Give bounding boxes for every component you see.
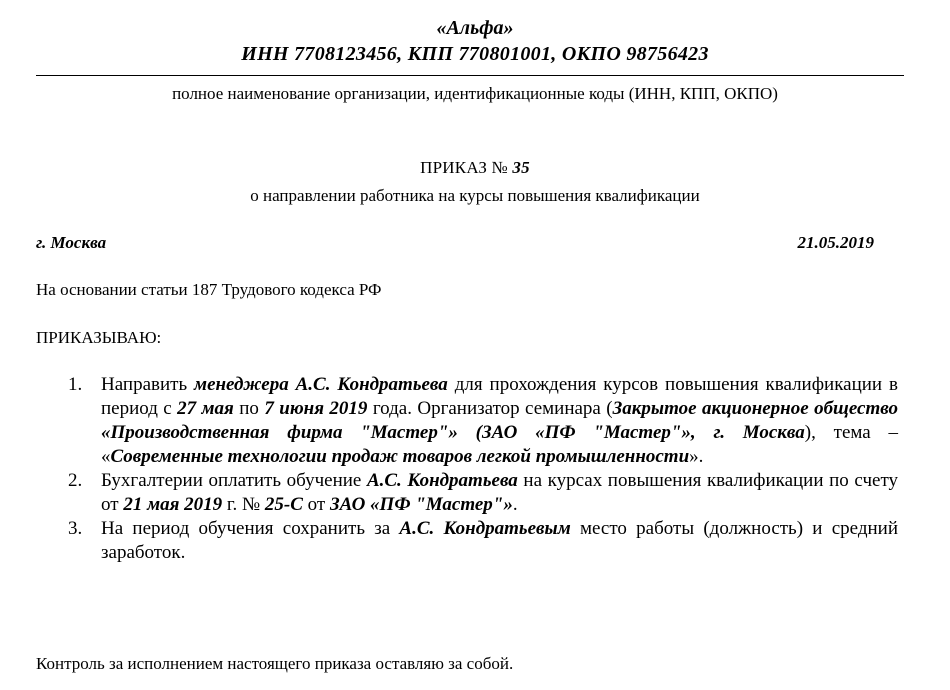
item-text: для прохождения курсов повышения квалификации в период с <box>101 374 898 419</box>
order-subject: о направлении работника на курсы повышения квалификации <box>250 186 700 205</box>
organization-name: «Альфа» <box>436 17 514 39</box>
item-emphasis: 7 июня 2019 <box>264 398 368 419</box>
item-emphasis: 25-С <box>264 494 303 515</box>
item-text: на курсах повышения квалификации по счету от <box>101 470 898 515</box>
item-text: ), тема – « <box>101 422 898 467</box>
item-emphasis: Закрытое акционерное общество «Производственная фирма "Мастер"» (ЗАО «ПФ "Мастер"», г. Москва <box>101 398 899 443</box>
item-emphasis: Современные технологии продаж товаров легкой промышленности <box>110 446 690 467</box>
item-text: г. № <box>222 494 265 515</box>
item-emphasis: 21 мая 2019 <box>123 494 223 515</box>
order-title-prefix: ПРИКАЗ № <box>420 158 513 177</box>
signature-line <box>36 75 904 76</box>
order-basis: На основании статьи 187 Трудового кодекса РФ <box>36 280 382 299</box>
order-item-1 <box>36 373 898 469</box>
item-text: Направить <box>101 374 195 395</box>
item-emphasis: менеджера А.С. Кондратьева <box>194 374 448 395</box>
order-number: 35 <box>512 158 530 177</box>
item-text: Бухгалтерии оплатить обучение <box>101 470 367 491</box>
item-number: 2. <box>68 470 83 491</box>
organization-codes: ИНН 7708123456, КПП 770801001, ОКПО 98756423 <box>241 43 709 65</box>
item-emphasis: 27 мая <box>177 398 234 419</box>
organization-caption: полное наименование организации, идентификационные коды (ИНН, КПП, ОКПО) <box>172 84 778 103</box>
order-item-2 <box>36 469 898 517</box>
item-text: года. Организатор семинара ( <box>367 398 613 419</box>
order-date: 21.05.2019 <box>797 233 874 252</box>
item-text: от <box>302 494 330 515</box>
item-emphasis: ЗАО «ПФ "Мастер"» <box>329 494 513 515</box>
order-title <box>0 156 950 180</box>
item-number: 3. <box>68 518 83 539</box>
order-footer: Контроль за исполнением настоящего приказа оставляю за собой. <box>36 654 514 673</box>
order-decree: ПРИКАЗЫВАЮ: <box>36 328 162 347</box>
item-text: по <box>233 398 265 419</box>
order-items <box>36 373 898 565</box>
order-item-3 <box>36 517 898 565</box>
item-number: 1. <box>68 374 83 395</box>
item-emphasis: А.С. Кондратьевым <box>399 518 571 539</box>
item-text: . <box>512 494 518 515</box>
item-emphasis: А.С. Кондратьева <box>366 470 518 491</box>
order-place: г. Москва <box>36 233 107 252</box>
item-text: место работы (должность) и средний заработок. <box>101 518 898 563</box>
item-text: ». <box>689 446 704 467</box>
item-text: На период обучения сохранить за <box>101 518 400 539</box>
